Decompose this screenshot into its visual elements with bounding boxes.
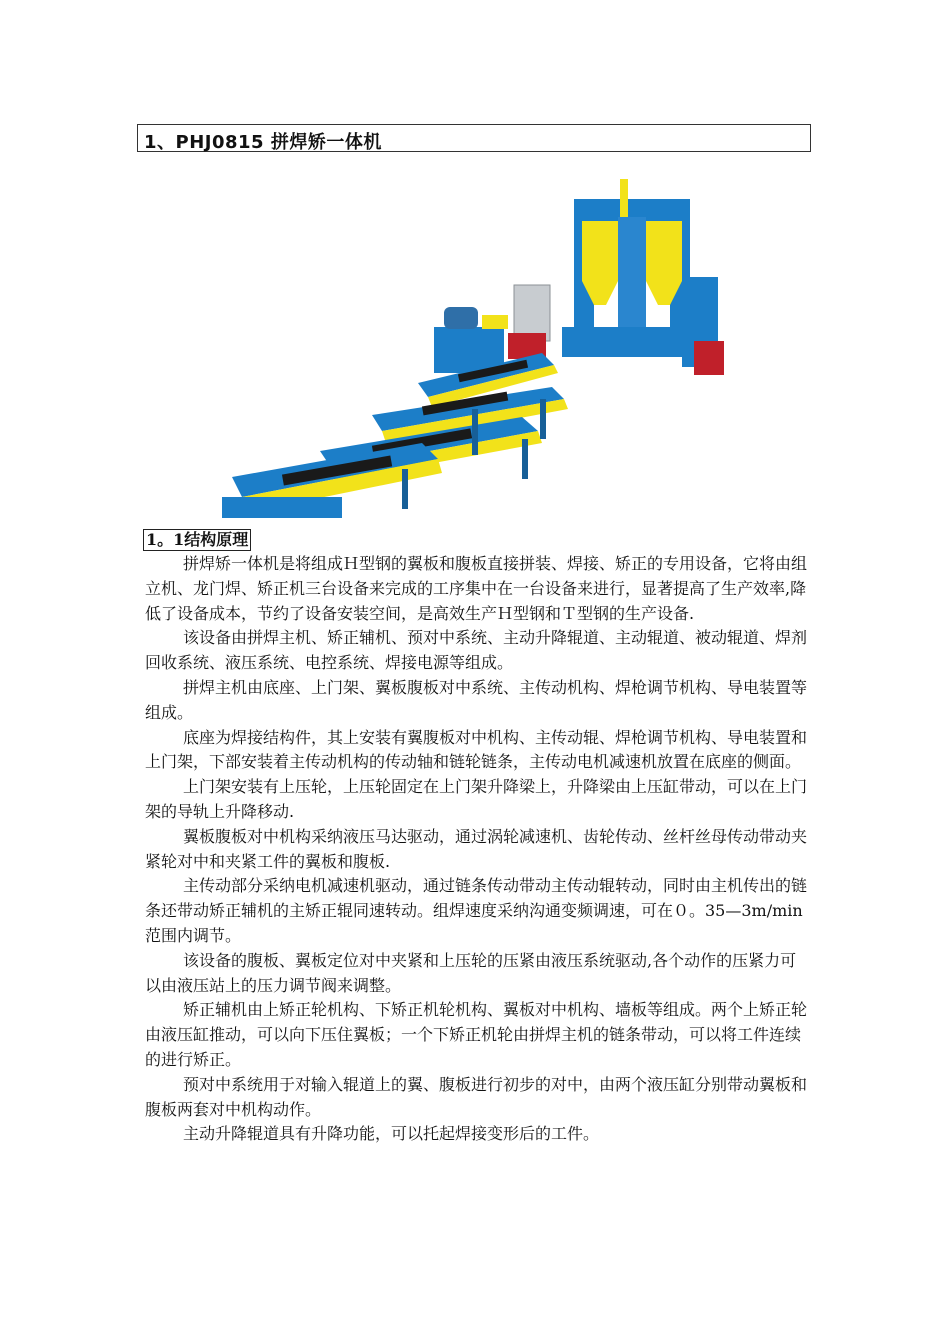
paragraph: 该设备的腹板、翼板定位对中夹紧和上压轮的压紧由液压系统驱动,各个动作的压紧力可以由液压站上的压力调节阀来调整。 xyxy=(145,950,797,995)
paragraph: 预对中系统用于对输入辊道上的翼、腹板进行初步的对中，由两个液压缸分别带动翼板和腹板两套对中机构动作。 xyxy=(145,1074,808,1119)
production-line-photo xyxy=(222,177,730,518)
paragraph: 主传动部分采纳电机减速机驱动，通过链条传动带动主传动辊转动，同时由主机传出的链条还带动矫正辅机的主矫正辊同速转动。组焊速度采纳沟通变频调速，可在０。35—3m/min范围内调节。 xyxy=(145,876,808,945)
section-heading: 1。1结构原理 xyxy=(143,529,251,551)
paragraph: 底座为焊接结构件，其上安装有翼腹板对中机构、主传动辊、焊枪调节机构、导电装置和上门架，下部安装着主传动机构的传动轴和链轮链条，主传动电机减速机放置在底座的侧面。 xyxy=(145,727,808,772)
body-text xyxy=(145,552,809,1147)
paragraph: 翼板腹板对中机构采纳液压马达驱动，通过涡轮减速机、齿轮传动、丝杆丝母传动带动夹紧轮对中和夹紧工件的翼板和腹板. xyxy=(145,826,808,871)
paragraph: 该设备由拼焊主机、矫正辅机、预对中系统、主动升降辊道、主动辊道、被动辊道、焊剂回收系统、液压系统、电控系统、焊接电源等组成。 xyxy=(145,628,808,673)
paragraph: 拼焊矫一体机是将组成Ｈ型钢的翼板和腹板直接拼装、焊接、矫正的专用设备，它将由组立机、龙门焊、矫正机三台设备来完成的工序集中在一台设备来进行，显著提高了生产效率,降低了设备成本，节约了设备安装空间，是高效生产Ｈ型钢和Ｔ型钢的生产设备. xyxy=(145,554,808,623)
title-box xyxy=(137,124,811,152)
paragraph: 拼焊主机由底座、上门架、翼板腹板对中系统、主传动机构、焊枪调节机构、导电装置等组成。 xyxy=(145,677,808,722)
paragraph: 矫正辅机由上矫正轮机构、下矫正机轮机构、翼板对中机构、墙板等组成。两个上矫正轮由液压缸推动，可以向下压住翼板；一个下矫正机轮由拼焊主机的链条带动，可以将工件连续的进行矫正。 xyxy=(145,1000,808,1069)
paragraph: 主动升降辊道具有升降功能，可以托起焊接变形后的工件。 xyxy=(183,1124,600,1144)
document-title: 1、PHJ0815 拼焊矫一体机 xyxy=(144,132,382,153)
paragraph: 上门架安装有上压轮，上压轮固定在上门架升降梁上，升降梁由上压缸带动，可以在上门架的导轨上升降移动. xyxy=(145,777,808,821)
